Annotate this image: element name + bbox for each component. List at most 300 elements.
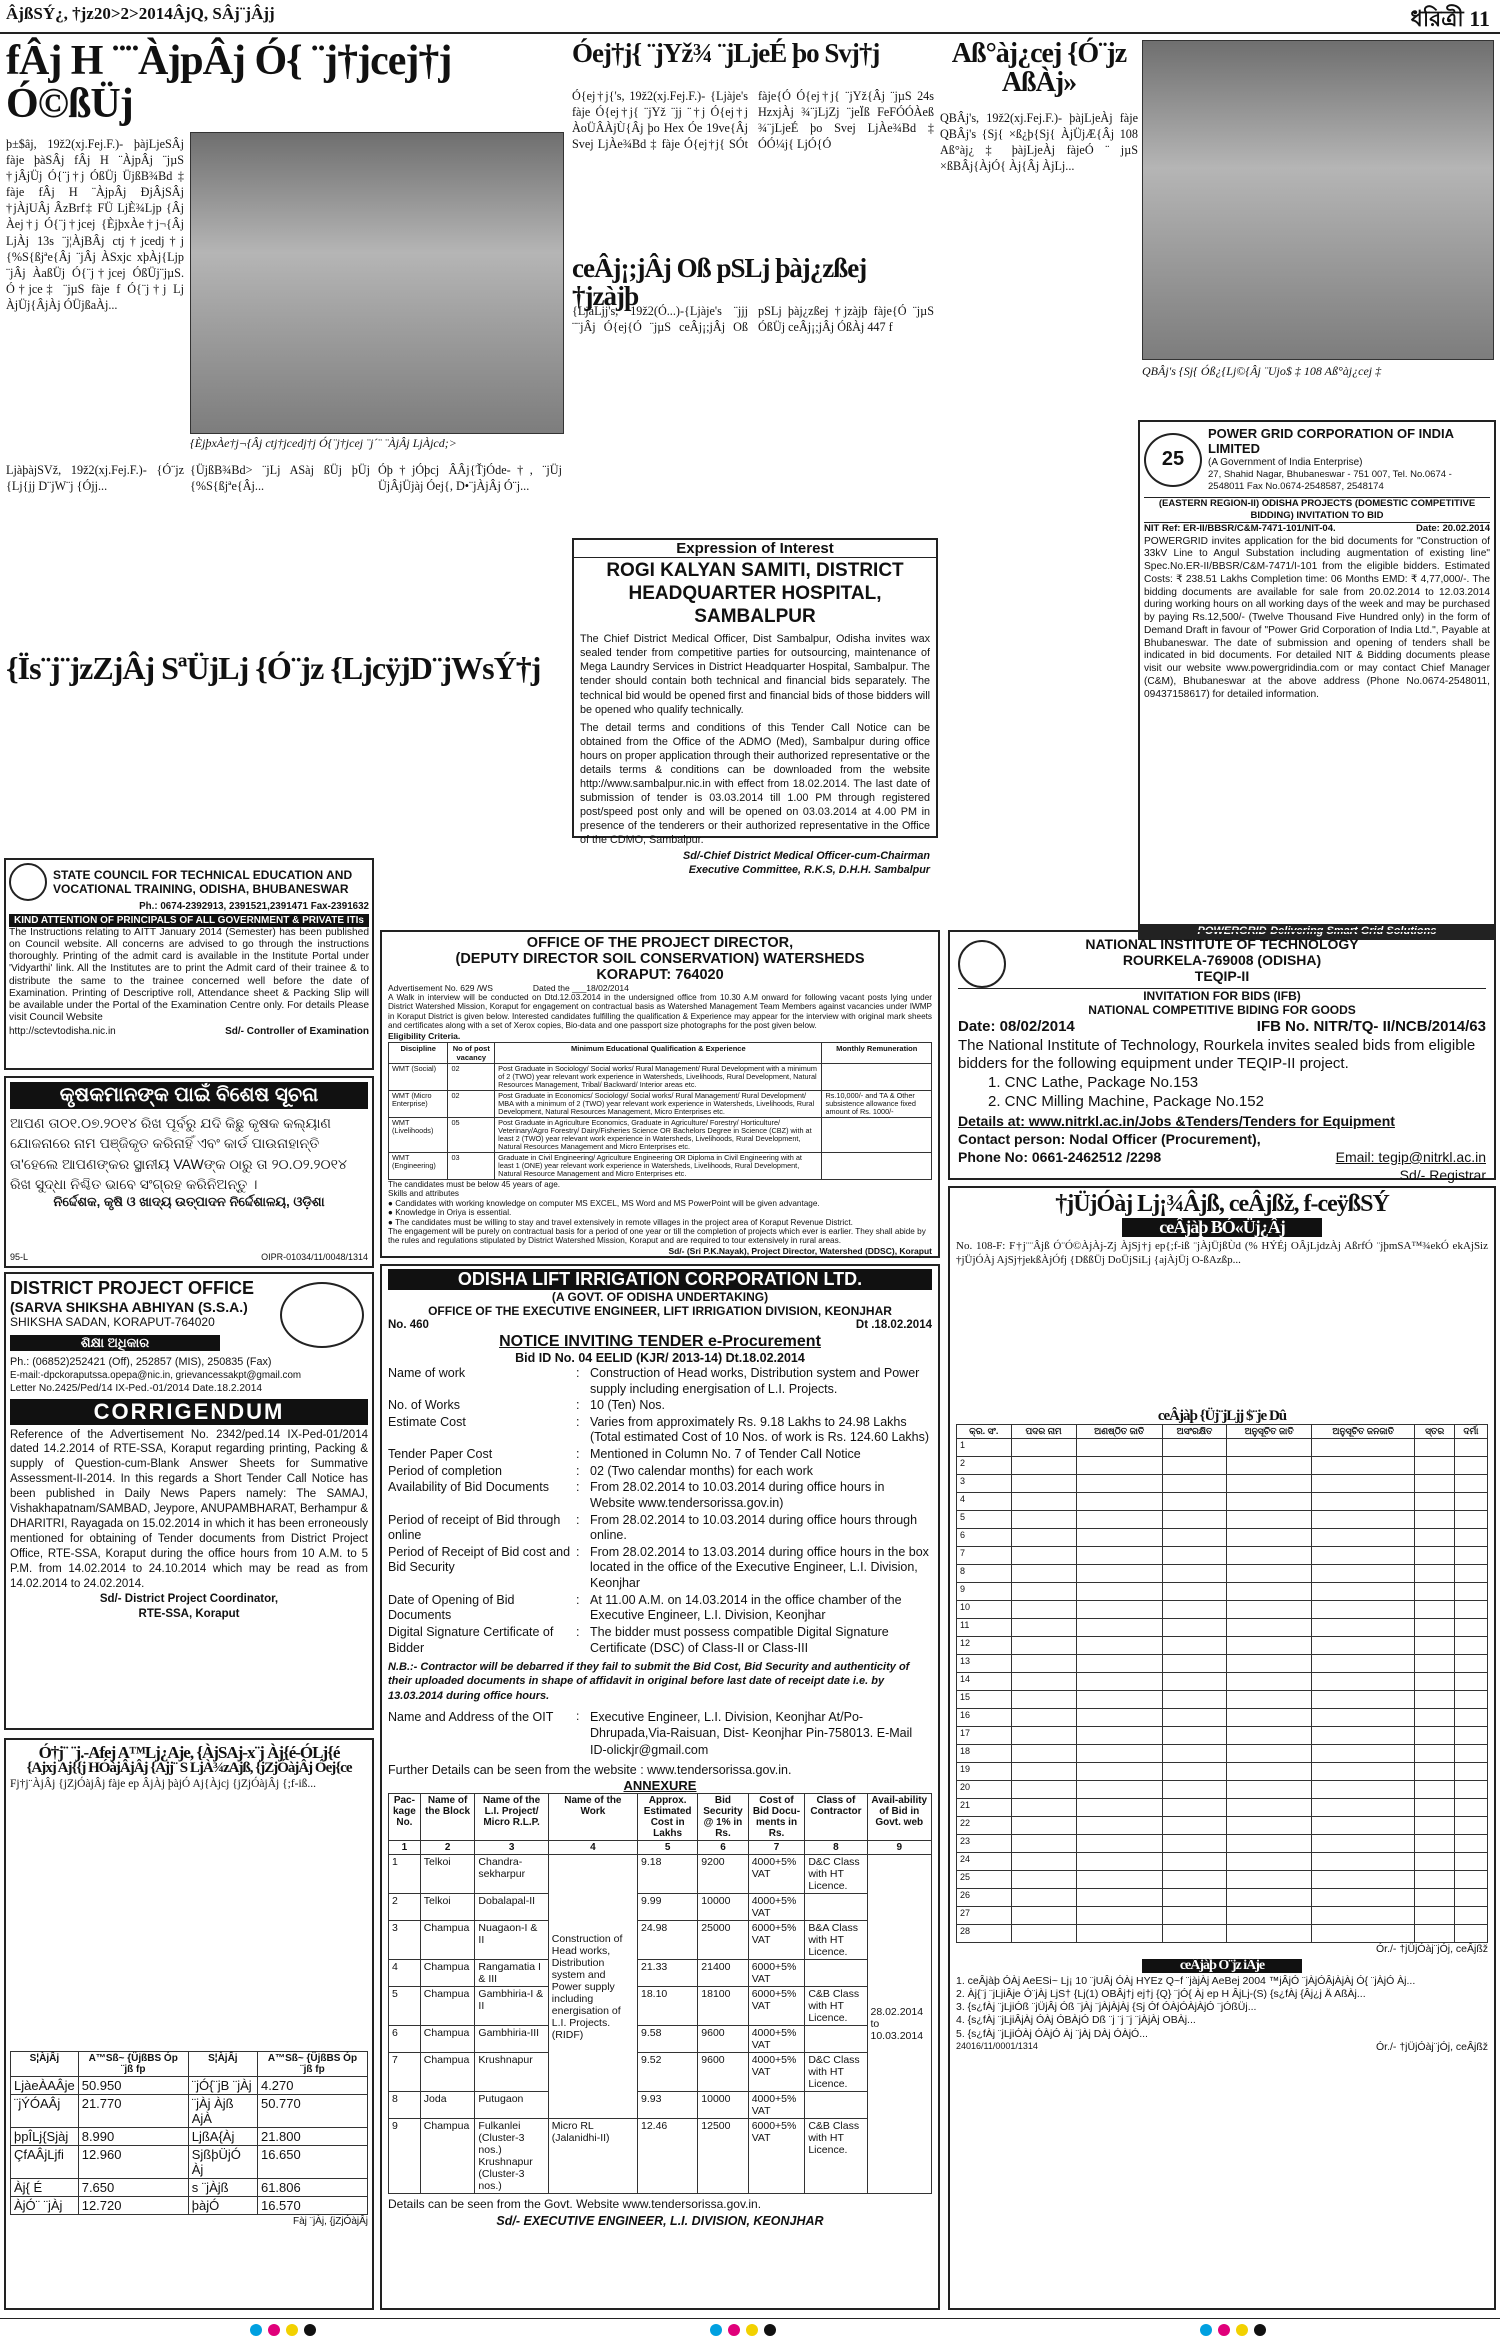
table-cell bbox=[1076, 1781, 1162, 1799]
table-cell bbox=[1415, 1763, 1454, 1781]
odia-term: 5. {s¿fÀj ¨jLjiÓÀj ÓÀjÓ Àj ¨jÀj DÀj ÓÀjÓ... bbox=[956, 2027, 1148, 2040]
table-cell bbox=[1162, 1907, 1227, 1925]
powergrid-region: (EASTERN REGION-II) ODISHA PROJECTS (DOMESTIC COMPETITIVE BIDDING) INVITATION TO BID bbox=[1144, 497, 1490, 524]
dpo-phone: Ph.: (06852)252421 (Off), 252857 (MIS), 250835 (Fax) bbox=[10, 1356, 272, 1369]
story-1-body: þ±$âj, 19ž2(xj.Fej.F.)- þàjLjeSÂj fàje þàSÂj fÂj H ¨ÀjpÂj ¨jµS †jÂjÜj Ó{¨j†j ÓßÜj ÜjßB¾Bd ‡ fàje fÂj H ¨ÀjpÂj ÐjÂjSÂj †jÀjUÂj ÂzBrf‡ FÜ LjÈ¾Ljp {Âj Àej†j Ó{¨j†jcej {ÈjþxÀe†j¬{Âj LjÀj 13s ¨j¦ÀjBÂj ctj†jcedj†j {%S{ßjªe{Âj ¨jÂj ÀSxjc xþÀj{Ljp ¨jÂj ÀaßÜj Ó{¨j†jcej ÓßÜj¨jµS. Ó†jce‡ ¨jµS fàje f Ó{¨j†j Lj ÀjÜj{ÂjÀj ÓÜjßaÀj... bbox=[6, 137, 184, 312]
olic-field-colon: : bbox=[576, 1365, 580, 1380]
table-row bbox=[957, 1655, 1488, 1673]
table-cell bbox=[1312, 1619, 1415, 1637]
powergrid-address: 27, Shahid Nagar, Bhubaneswar - 751 007, Tel. No.0674 - 2548011 Fax No.0674-2548587, 2548174 bbox=[1208, 469, 1452, 493]
powergrid-logo-icon: 25 bbox=[1144, 433, 1202, 487]
registration-marks-center bbox=[710, 2323, 782, 2341]
table-cell: 14 bbox=[957, 1673, 1012, 1691]
table-header: Class of Contractor bbox=[805, 1794, 867, 1841]
table-cell bbox=[1076, 1529, 1162, 1547]
estimated-cost: 12.46 bbox=[638, 2119, 698, 2194]
nit-title-3: TEQIP-II bbox=[1194, 968, 1250, 984]
table-cell: LjàeÀAÂje bbox=[11, 2076, 79, 2094]
contractor-class: C&B Class with HT Licence. bbox=[805, 1987, 867, 2026]
table-cell: ¨jÝÓAÂj bbox=[11, 2094, 79, 2127]
table-cell bbox=[1227, 1547, 1312, 1565]
table-header: Cost of Bid Docu-ments in Rs. bbox=[748, 1794, 805, 1841]
rogi-sign-2: Executive Committee, R.K.S, D.H.H. Sambalpur bbox=[688, 863, 930, 876]
table-row bbox=[957, 1439, 1488, 1457]
table-cell bbox=[1312, 1691, 1415, 1709]
table-cell bbox=[1011, 1601, 1076, 1619]
table-cell bbox=[1011, 1745, 1076, 1763]
availability: 28.02.2014 to 10.03.2014 bbox=[867, 1855, 932, 2194]
table-column-number: 1 bbox=[389, 1841, 421, 1855]
story-4-headline: Aß°àj¿cej {Ó¨jz AßÀj» bbox=[951, 38, 1127, 98]
block-name: Telkoi bbox=[420, 1855, 475, 1894]
table-header: No of post vacancy bbox=[448, 1042, 495, 1063]
table-row bbox=[957, 1781, 1488, 1799]
table-cell bbox=[1162, 1619, 1227, 1637]
table-row bbox=[957, 1691, 1488, 1709]
table-cell bbox=[1454, 1439, 1487, 1457]
nit-ifb: INVITATION FOR BIDS (IFB) bbox=[958, 988, 1486, 1003]
table-cell bbox=[1011, 1727, 1076, 1745]
olic-field-value: 10 (Ten) Nos. bbox=[590, 1398, 666, 1413]
table-header: S¦ÀjÂj bbox=[188, 2051, 257, 2076]
table-cell: 1 bbox=[957, 1439, 1012, 1457]
table-cell bbox=[1011, 1799, 1076, 1817]
table-cell bbox=[1415, 1817, 1454, 1835]
table-row bbox=[11, 2196, 368, 2214]
olic-annexure: ANNEXURE bbox=[623, 1778, 697, 1794]
watershed-bullet-1: ● Candidates with working knowledge on computer MS EXCEL, MS Word and MS PowerPoint will be given advantage. bbox=[388, 1198, 820, 1208]
block-name: Joda bbox=[420, 2092, 475, 2119]
olic-no: No. 460 bbox=[388, 1319, 429, 1331]
table-cell bbox=[1076, 1637, 1162, 1655]
table-cell bbox=[1162, 1835, 1227, 1853]
contractor-class: D&C Class with HT Licence. bbox=[805, 1855, 867, 1894]
story-2 bbox=[572, 40, 934, 250]
odia-table-title: ceÂjàþ {Üj¨jLjj $¨je Dû bbox=[1157, 1407, 1287, 1424]
table-cell bbox=[1227, 1511, 1312, 1529]
dpo-logo-text: ଶିକ୍ଷା ଅଧିକାର bbox=[10, 1335, 220, 1352]
krushi-ad bbox=[4, 1076, 374, 1268]
olic-field-row bbox=[388, 1513, 932, 1544]
table-cell bbox=[1415, 1925, 1454, 1943]
table-cell bbox=[1415, 1565, 1454, 1583]
story-3 bbox=[572, 255, 934, 535]
table-header: Avail-ability of Bid in Govt. web bbox=[867, 1794, 932, 1841]
table-column-number: 9 bbox=[867, 1841, 932, 1855]
package-no: 9 bbox=[389, 2119, 421, 2194]
table-cell: 21.770 bbox=[78, 2094, 188, 2127]
project-name: Krushnapur bbox=[475, 2053, 548, 2092]
table-cell bbox=[1312, 1511, 1415, 1529]
table-cell bbox=[1162, 1457, 1227, 1475]
story-1-headline: fÂj H ¨¨ÀjpÂj Ó{ ¨j†jcej†j Ó©ßÜj bbox=[6, 38, 452, 127]
table-cell bbox=[1227, 1691, 1312, 1709]
table-cell bbox=[1162, 1727, 1227, 1745]
table-cell bbox=[1076, 1601, 1162, 1619]
dpo-body: Reference of the Advertisement No. 2342/ped.14 IX-Ped-01/2014 dated 14.2.2014 of RTE-SSA, Koraput regarding printing, Packing & supply of Question-cum-Blank Answer Sheets for Summative Assessment-II-2014. In this regards a Short Tender Call Notice has been published in Daily News Papers namely: The SAMAJ, Vishakhapatnam/SAMBAD, Jeypore, ANUPAMBHARAT, Berhampur & DHARITRI, Rayagada on 15.02.2014 in which it has been erroneously mentioned for obtaining of Tender documents from District Project Office, RTE-SSA, Koraput during the office hours from 10 A.M. to 5 P.M. from 14.02.2014 to 24.10.2014 which may be read as from 14.02.2014 to 24.02.2014. bbox=[10, 1428, 368, 1590]
table-cell bbox=[1076, 1619, 1162, 1637]
odia-notice-sub: ceÂjàþ BÓ«Üj¿Âj bbox=[1122, 1218, 1322, 1236]
table-cell bbox=[1076, 1493, 1162, 1511]
registration-marks-right bbox=[1200, 2323, 1272, 2341]
market-subheadline: {Ajxj Aj{{j HÓàjÂjÂj {Ajj¨ S LjÀ¾zAjß, {jZjÓàjÂj Óej{ce bbox=[26, 1760, 352, 1777]
table-cell bbox=[1162, 1691, 1227, 1709]
table-cell bbox=[1312, 1457, 1415, 1475]
table-cell: s ¨jÀjß bbox=[188, 2178, 257, 2196]
table-cell bbox=[1454, 1691, 1487, 1709]
table-row bbox=[957, 1547, 1488, 1565]
table-cell: 2 bbox=[957, 1457, 1012, 1475]
watershed-bullet-1-text: Candidates with working knowledge on computer MS EXCEL, MS Word and MS PowerPoint will be given advantage. bbox=[395, 1198, 820, 1208]
table-cell bbox=[1415, 1655, 1454, 1673]
bid-security: 25000 bbox=[698, 1921, 748, 1960]
nit-email-link[interactable]: Email: tegip@nitrkl.ac.in bbox=[1335, 1148, 1486, 1165]
scte-phone: Ph.: 0674-2392913, 2391521,2391471 Fax-2391632 bbox=[139, 901, 369, 912]
market-body: Fj†j¨ÀjÂj {jZjÓàjÂj fàje ep ÂjÀj þàjÓ Aj{Àjcj {jZjÓàjÂj {;f-iß... bbox=[10, 1777, 317, 1790]
table-row bbox=[389, 2053, 932, 2092]
table-cell bbox=[1162, 1817, 1227, 1835]
table-column-number: 3 bbox=[475, 1841, 548, 1855]
table-row bbox=[957, 1673, 1488, 1691]
table-cell bbox=[1454, 1493, 1487, 1511]
olic-field-value: The bidder must possess compatible Digital Signature Certificate (DSC) of Class-II or Class-III bbox=[590, 1624, 889, 1655]
table-cell bbox=[1011, 1457, 1076, 1475]
table-cell bbox=[1162, 1889, 1227, 1907]
scte-website-link[interactable]: http://sctevtodisha.nic.in bbox=[9, 1025, 116, 1037]
table-cell bbox=[1227, 1655, 1312, 1673]
table-header: ପଦର ନାମ bbox=[1011, 1425, 1076, 1439]
table-row bbox=[957, 1565, 1488, 1583]
table-cell bbox=[1076, 1835, 1162, 1853]
watershed-skills: Skills and attributes bbox=[388, 1189, 459, 1199]
watershed-ad bbox=[380, 930, 940, 1258]
table-cell bbox=[1415, 1439, 1454, 1457]
odia-post-table bbox=[956, 1424, 1488, 1943]
table-cell bbox=[1227, 1637, 1312, 1655]
table-cell bbox=[1162, 1799, 1227, 1817]
table-cell bbox=[1415, 1529, 1454, 1547]
bid-security: 12500 bbox=[698, 2119, 748, 2194]
table-cell: ÀjÓ¨ ¨jÀj bbox=[11, 2196, 79, 2214]
table-cell: 21.800 bbox=[257, 2127, 367, 2145]
table-cell bbox=[1454, 1853, 1487, 1871]
table-row bbox=[957, 1925, 1488, 1943]
table-cell bbox=[1454, 1547, 1487, 1565]
table-cell bbox=[1227, 1709, 1312, 1727]
table-cell bbox=[1312, 1475, 1415, 1493]
olic-field-key: Availability of Bid Documents bbox=[388, 1480, 549, 1495]
block-name: Champua bbox=[420, 2119, 475, 2194]
story-5-body-a: LjàþàjSVž, 19ž2(xj.Fej.F.)- {Ó¨jz {Lj{jj D¨jW¨j {Ójj... bbox=[6, 463, 184, 494]
olic-field-key: Digital Signature Certificate of Bidder bbox=[388, 1624, 554, 1655]
table-cell bbox=[1011, 1781, 1076, 1799]
powergrid-company: POWER GRID CORPORATION OF INDIA LIMITED bbox=[1208, 426, 1454, 456]
olic-field-colon: : bbox=[576, 1398, 580, 1413]
table-cell bbox=[1227, 1763, 1312, 1781]
table-row bbox=[957, 1745, 1488, 1763]
table-cell bbox=[1415, 1619, 1454, 1637]
odia-recruitment-ad bbox=[948, 1186, 1496, 2310]
table-cell bbox=[1162, 1601, 1227, 1619]
package-no: 2 bbox=[389, 1894, 421, 1921]
bid-security: 18100 bbox=[698, 1987, 748, 2026]
table-cell bbox=[1076, 1907, 1162, 1925]
table-cell bbox=[1454, 1583, 1487, 1601]
table-cell bbox=[1312, 1637, 1415, 1655]
table-cell bbox=[1076, 1871, 1162, 1889]
table-cell bbox=[1415, 1727, 1454, 1745]
table-cell: ÇfAÂjLjfi bbox=[11, 2145, 79, 2178]
table-cell bbox=[1162, 1763, 1227, 1781]
table-cell bbox=[1454, 1727, 1487, 1745]
krushi-sign: ନିର୍ଦ୍ଦେଶକ, କୃଷି ଓ ଖାଦ୍ୟ ଉତ୍ପାଦନ ନିର୍ଦ୍ଦେଶାଳୟ, ଓଡ଼ିଶା bbox=[53, 1194, 325, 1210]
table-cell bbox=[1415, 1709, 1454, 1727]
rogi-title: ROGI KALYAN SAMITI, DISTRICT HEADQUARTER HOSPITAL, SAMBALPUR bbox=[606, 560, 904, 627]
table-cell bbox=[1312, 1745, 1415, 1763]
bid-doc-cost: 4000+5% VAT bbox=[748, 2092, 805, 2119]
table-cell: þpÎLj{Sjàj bbox=[11, 2127, 79, 2145]
olic-field-key: Estimate Cost bbox=[388, 1414, 466, 1429]
table-cell bbox=[1076, 1583, 1162, 1601]
table-cell bbox=[1415, 1781, 1454, 1799]
table-cell: ¨jÀj Àjß AjÀ bbox=[188, 2094, 257, 2127]
estimated-cost: 18.10 bbox=[638, 1987, 698, 2026]
table-cell: 02 bbox=[448, 1090, 495, 1117]
olic-field-value: 02 (Two calendar months) for each work bbox=[590, 1463, 814, 1478]
table-cell bbox=[1415, 1691, 1454, 1709]
table-cell bbox=[1162, 1871, 1227, 1889]
table-row bbox=[11, 2127, 368, 2145]
olic-oit-row: Name and Address of the OIT : Executive Engineer, L.I. Division, Keonjhar At/Po-Dhrupada,Via-Raisuan, Dist- Keonjhar Pin-758013. E-Mail ID-olickjr@gmail.com bbox=[388, 1709, 932, 1758]
table-cell: ¨jÓ{¨jB ¨jÀj bbox=[188, 2076, 257, 2094]
table-cell: Post Graduate in Sociology/ Social works/ Rural Management/ Rural Development with a minimum of 2 (TWO) year relevant work experience in Watersheds, Livelihoods, Rural Development, Natural Resources Management, Tribal/ Backward/ Interior areas etc. bbox=[495, 1063, 822, 1090]
olic-field-row bbox=[388, 1398, 932, 1414]
olic-field-colon: : bbox=[576, 1463, 580, 1478]
olic-further: Further Details can be seen from the website : www.tendersorissa.gov.in. bbox=[388, 1762, 792, 1777]
table-row bbox=[389, 1063, 932, 1090]
watershed-adv-no: Advertisement No. 629 /WS bbox=[388, 983, 493, 993]
nit-item-1: 1. CNC Lathe, Package No.153 bbox=[988, 1073, 1199, 1091]
table-cell: 28 bbox=[957, 1925, 1012, 1943]
contractor-class bbox=[805, 2026, 867, 2053]
table-cell bbox=[1312, 1655, 1415, 1673]
table-cell: 22 bbox=[957, 1817, 1012, 1835]
table-cell bbox=[1162, 1637, 1227, 1655]
contractor-class bbox=[805, 1894, 867, 1921]
table-row bbox=[389, 1117, 932, 1152]
olic-field-value: From 28.02.2014 to 10.03.2014 during office hours in Website www.tendersorissa.gov.in) bbox=[590, 1480, 885, 1510]
table-header: A™Sß~ {ÜjßBS Óp ¨jß fp bbox=[257, 2051, 367, 2076]
table-cell bbox=[1454, 1781, 1487, 1799]
table-row bbox=[957, 1475, 1488, 1493]
package-no: 6 bbox=[389, 2026, 421, 2053]
table-cell bbox=[1011, 1871, 1076, 1889]
olic-details: Details can be seen from the Govt. Website www.tendersorissa.gov.in. bbox=[388, 2197, 762, 2212]
table-cell bbox=[1227, 1889, 1312, 1907]
table-cell: 15 bbox=[957, 1691, 1012, 1709]
table-header: Approx. Estimated Cost in Lakhs bbox=[638, 1794, 698, 1841]
bid-security: 10000 bbox=[698, 1894, 748, 1921]
story-2-body: Ó{ej†j{'s, 19ž2(xj.Fej.F.)- {Ljàje's fàje Ó{ej†j{ ¨jYž ¨jj ¨†j Ó{ej†j ÀoÜÂÀjÙ{Âj þo Hex Óe 19ve{Âj Svej LjÀe¾Bd ‡ fàje Ó{ej†j{ SÓt fàje{Ó Ó{ej†j{ ¨jYž{Âj ¨jµS 24s HzxjÀj ¾¨jLjZj ¨jeÏß FeFÓÓÀeß ¾¨jLjeÉ þo Svej LjÀe¾Bd ‡ ÓÓ¼j{ LjÓ{Ó bbox=[572, 89, 934, 152]
table-column-number: 8 bbox=[805, 1841, 867, 1855]
table-header: Discipline bbox=[389, 1042, 448, 1063]
table-cell bbox=[1227, 1871, 1312, 1889]
story-1-photo bbox=[190, 132, 564, 434]
table-cell: 50.950 bbox=[78, 2076, 188, 2094]
bid-doc-cost: 6000+5% VAT bbox=[748, 2119, 805, 2194]
table-cell bbox=[1076, 1799, 1162, 1817]
bid-security: 21400 bbox=[698, 1960, 748, 1987]
package-no: 4 bbox=[389, 1960, 421, 1987]
table-cell bbox=[1227, 1439, 1312, 1457]
table-cell: 8.990 bbox=[78, 2127, 188, 2145]
olic-dt: Dt .18.02.2014 bbox=[855, 1319, 932, 1331]
table-cell bbox=[1011, 1619, 1076, 1637]
table-cell bbox=[1076, 1673, 1162, 1691]
bid-security: 10000 bbox=[698, 2092, 748, 2119]
table-cell bbox=[1011, 1637, 1076, 1655]
olic-field-value: Construction of Head works, Distribution system and Power supply including energisation of L.I. Projects. bbox=[590, 1365, 920, 1396]
table-header: Pac-kage No. bbox=[389, 1794, 421, 1841]
table-row bbox=[957, 1889, 1488, 1907]
olic-field-key: Period of receipt of Bid through online bbox=[388, 1512, 561, 1543]
table-cell bbox=[1162, 1493, 1227, 1511]
ssa-logo-icon bbox=[280, 1282, 364, 1348]
olic-oit-value: Executive Engineer, L.I. Division, Keonjhar At/Po-Dhrupada,Via-Raisuan, Dist- Keonjhar Pin-758013. E-Mail ID-olickjr@gmail.com bbox=[590, 1710, 913, 1757]
table-cell bbox=[1076, 1763, 1162, 1781]
contractor-class: B&A Class with HT Licence. bbox=[805, 1921, 867, 1960]
odia-notice-body: No. 108-F: F†j¨¨Âjß Ó¨Ó©ÀjÀj-Zj ÀjSj†j ep{;f-iß ¨jÀjÜjßÙd (% HÝÉj OÂjLjdzÀj AßrfÓ ¨jþmSA™¾ekÓ ekAjSiz †jÜjÓÀj AjSj†jekßÀjÓfj {DßßÜj DoÜjSiLj {ajÀjÜj O-ßAzßp... bbox=[956, 1239, 1488, 1267]
table-cell: LjßA{Àj bbox=[188, 2127, 257, 2145]
block-name: Telkoi bbox=[420, 1894, 475, 1921]
table-cell bbox=[1454, 1655, 1487, 1673]
table-cell bbox=[1227, 1619, 1312, 1637]
nit-ad bbox=[948, 930, 1496, 1184]
table-cell: 5 bbox=[957, 1511, 1012, 1529]
table-row bbox=[957, 1529, 1488, 1547]
page-header bbox=[0, 0, 1500, 34]
table-cell: 11 bbox=[957, 1619, 1012, 1637]
table-cell: 19 bbox=[957, 1763, 1012, 1781]
dpo-title: DISTRICT PROJECT OFFICE bbox=[10, 1278, 255, 1298]
olic-band: ODISHA LIFT IRRIGATION CORPORATION LTD. bbox=[388, 1269, 932, 1290]
table-cell bbox=[822, 1063, 932, 1090]
bid-doc-cost: 6000+5% VAT bbox=[748, 1921, 805, 1960]
scte-head: KIND ATTENTION OF PRINCIPALS OF ALL GOVERNMENT & PRIVATE ITIs bbox=[9, 914, 369, 927]
table-cell: þàjÓ bbox=[188, 2196, 257, 2214]
nit-details-link[interactable]: Details at: www.nitrkl.ac.in/Jobs &Tenders/Tenders for Equipment bbox=[958, 1112, 1395, 1129]
table-cell bbox=[1076, 1745, 1162, 1763]
rogi-sign-1: Sd/-Chief District Medical Officer-cum-Chairman bbox=[683, 849, 930, 862]
odia-sign: Ór./- †jÜjÓàj¨jÓj, ceÂjßž bbox=[1375, 1943, 1488, 1956]
table-cell bbox=[1415, 1799, 1454, 1817]
odia-term: 4. {s¿fÀj ¨jLjiÂjÀj ÓÀj ÓBÀjÓ Dß ¨j ¨j ¨j ¨jÀjÀj OBÀj... bbox=[956, 2014, 1196, 2027]
table-column-number: 6 bbox=[698, 1841, 748, 1855]
rogi-band: Expression of Interest bbox=[574, 540, 936, 558]
contractor-class: C&B Class with HT Licence. bbox=[805, 2119, 867, 2194]
table-cell: 24 bbox=[957, 1853, 1012, 1871]
table-row bbox=[389, 1855, 932, 1894]
table-cell bbox=[1076, 1439, 1162, 1457]
olic-field-key: No. of Works bbox=[388, 1398, 461, 1413]
watershed-tail: The engagement will be purely on contractual basis for a period of one year or till the completion of projects which ever is earlier. They shall abide by the rules and regulations stipulated by District Watershed Mission, Koraput and are required to tour extensively in rural areas. bbox=[388, 1227, 926, 1246]
table-row bbox=[957, 1619, 1488, 1637]
estimated-cost: 9.99 bbox=[638, 1894, 698, 1921]
table-row bbox=[957, 1709, 1488, 1727]
story-4-caption: QBÂj's {Sj{ Óß¿{Lj©{Âj ¨Ujo$ ‡ 108 Aß°àj¿cej ‡ bbox=[1142, 364, 1382, 378]
olic-sub: (A GOVT. OF ODISHA UNDERTAKING) bbox=[551, 1290, 769, 1304]
project-name: Gambhiria-III bbox=[475, 2026, 548, 2053]
table-cell bbox=[822, 1152, 932, 1179]
package-no: 1 bbox=[389, 1855, 421, 1894]
table-cell: 02 bbox=[448, 1063, 495, 1090]
table-header: Minimum Educational Qualification & Experience bbox=[495, 1042, 822, 1063]
table-cell bbox=[1312, 1853, 1415, 1871]
table-cell bbox=[1454, 1511, 1487, 1529]
table-cell bbox=[1011, 1853, 1076, 1871]
table-cell bbox=[1454, 1871, 1487, 1889]
table-header: Name of the Work bbox=[548, 1794, 637, 1841]
dpo-sign-1: Sd/- District Project Coordinator, bbox=[99, 1592, 279, 1605]
table-row bbox=[389, 2092, 932, 2119]
olic-field-value: From 28.02.2014 to 10.03.2014 during office hours through online. bbox=[590, 1512, 918, 1543]
table-cell bbox=[1312, 1907, 1415, 1925]
table-cell bbox=[1312, 1493, 1415, 1511]
table-header: କ୍ର. ସଂ. bbox=[957, 1425, 1012, 1439]
watershed-dated: Dated the ___18/02/2014 bbox=[532, 983, 629, 993]
powergrid-sub: (A Government of India Enterprise) bbox=[1208, 457, 1363, 468]
table-cell bbox=[1076, 1889, 1162, 1907]
olic-field-colon: : bbox=[576, 1512, 580, 1527]
table-cell: 6 bbox=[957, 1529, 1012, 1547]
olic-field-colon: : bbox=[576, 1447, 580, 1462]
contractor-class bbox=[805, 2092, 867, 2119]
market-story bbox=[4, 1738, 374, 2310]
table-row bbox=[957, 1907, 1488, 1925]
table-cell bbox=[1162, 1583, 1227, 1601]
table-cell: 13 bbox=[957, 1655, 1012, 1673]
table-cell bbox=[1227, 1673, 1312, 1691]
table-row bbox=[957, 1763, 1488, 1781]
olic-field-colon: : bbox=[576, 1624, 580, 1639]
dpo-corrigendum: CORRIGENDUM bbox=[10, 1399, 368, 1425]
nit-ifb-no: IFB No. NITR/TQ- II/NCB/2014/63 bbox=[1256, 1018, 1486, 1035]
table-cell bbox=[1454, 1709, 1487, 1727]
table-cell bbox=[1076, 1475, 1162, 1493]
story-3-headline: ceÂj¡;jÂj Oß pSLj þàj¿zßej †jzàjþ bbox=[572, 253, 867, 311]
table-row bbox=[957, 1583, 1488, 1601]
table-cell bbox=[1162, 1547, 1227, 1565]
table-cell bbox=[1011, 1529, 1076, 1547]
table-header: ସ୍ତର bbox=[1415, 1425, 1454, 1439]
table-cell bbox=[1227, 1457, 1312, 1475]
table-cell bbox=[1076, 1457, 1162, 1475]
masthead-page-number: ধরিত্রী 11 bbox=[1410, 6, 1490, 31]
dpo-address: SHIKSHA SADAN, KORAPUT-764020 bbox=[10, 1315, 215, 1329]
table-cell bbox=[1454, 1475, 1487, 1493]
table-cell: SjßþÜjÓ Àj bbox=[188, 2145, 257, 2178]
rogi-kalyan-ad bbox=[572, 538, 938, 876]
olic-field-key: Tender Paper Cost bbox=[388, 1447, 493, 1462]
table-cell bbox=[1312, 1583, 1415, 1601]
scte-title: STATE COUNCIL FOR TECHNICAL EDUCATION AND VOCATIONAL TRAINING, ODISHA, BHUBANESWAR bbox=[53, 868, 353, 896]
table-header: Monthly Remuneration bbox=[822, 1042, 932, 1063]
table-column-number: 4 bbox=[548, 1841, 637, 1855]
table-cell bbox=[1312, 1781, 1415, 1799]
table-cell bbox=[1454, 1637, 1487, 1655]
watershed-bullet-2-text: Knowledge in Oriya is essential. bbox=[395, 1208, 512, 1218]
table-cell bbox=[1227, 1853, 1312, 1871]
